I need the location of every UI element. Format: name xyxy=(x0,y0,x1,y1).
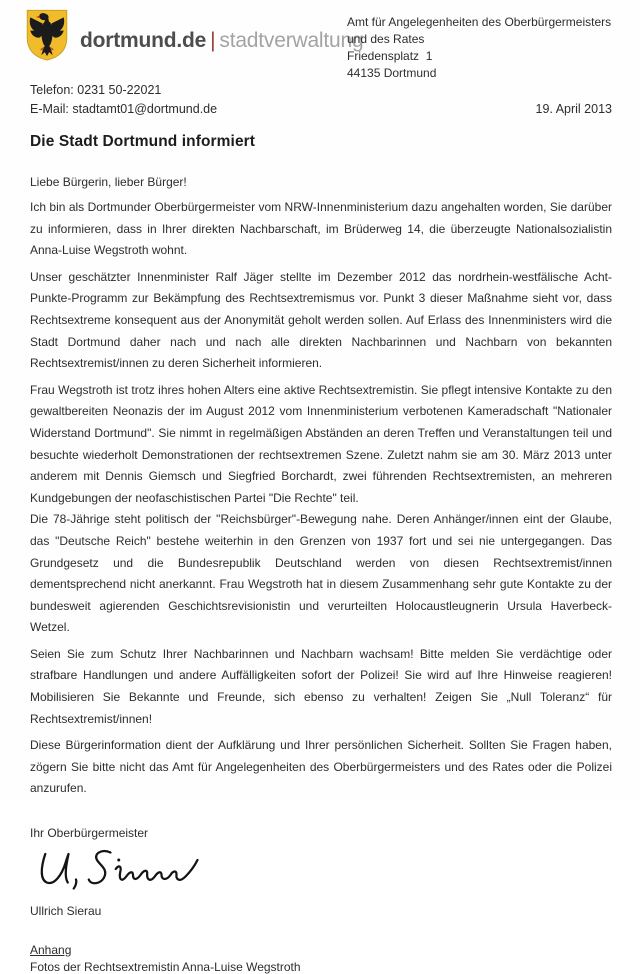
email-line: E-Mail: stadtamt01@dortmund.de xyxy=(30,101,218,116)
phone-line: Telefon: 0231 50-22021 xyxy=(30,83,162,97)
paragraph-3: Frau Wegstroth ist trotz ihres hohen Alters eine aktive Rechtsextremistin. Sie pflegt intensive Kontakte zu den gewaltbereiten Neonazis der im August 2012 vom Innenministerium verbotenen Kameradschaft "Nationaler Widerstand Dortmund". Sie nimmt in regelmäßigen Abständen an deren Treffen und Veranstaltungen teil und besuchte wiederholt Demonstrationen der rechtsextremen Szene. Zuletzt nahm sie am 30. März 2013 unter anderem mit Dennis Giemsch und Siegfried Borchardt, zwei führenden Rechtsextremisten, an mehreren Kundgebungen der neofaschistischen Partei "Die Rechte" teil. xyxy=(30,382,612,505)
office-address-line: Amt für Angelegenheiten des Oberbürgermeisters xyxy=(347,15,612,29)
office-address-block xyxy=(347,14,611,82)
brand-divider: | xyxy=(210,29,216,52)
brand-org-label: stadtverwaltung xyxy=(219,29,364,52)
letter-date: 19. April 2013 xyxy=(535,102,612,116)
paragraph-6: Diese Bürgerinformation dient der Aufklärung und Ihrer persönlichen Sicherheit. Sollten Sie Fragen haben, zögern Sie bitte nicht das Amt für Angelegenheiten des Oberbürgermeisters und des Rates oder die Polizei anzurufen. xyxy=(30,738,612,796)
dortmund-crest-icon xyxy=(25,6,69,64)
attachment-text: Fotos der Rechtsextremistin Anna-Luise Wegstroth xyxy=(30,960,301,974)
brand-wordmark xyxy=(80,29,363,53)
signature-handwriting xyxy=(32,848,207,896)
attachment-heading: Anhang xyxy=(30,943,72,958)
paragraph-2: Unser geschätzter Innenminister Ralf Jäger stellte im Dezember 2012 das nordrhein-westfälische Acht-Punkte-Programm zur Bekämpfung des Rechtsextremismus vor. Punkt 3 dieser Maßnahme sieht vor, dass Rechtsextreme konsequent aus der Anonymität geholt werden sollen. Auf Erlass des Innenministers wird die Stadt Dortmund daher nach und nach alle direkten Nachbarinnen und Nachbarn von bekannten Rechtsextremist/innen zu deren Sicherheit informieren. xyxy=(30,269,612,371)
office-address-line: Friedensplatz 1 xyxy=(347,49,433,63)
letter-body xyxy=(30,133,612,974)
contact-block xyxy=(30,81,217,118)
signatory-name: Ullrich Sierau xyxy=(30,904,102,919)
salutation: Liebe Bürgerin, lieber Bürger! xyxy=(30,175,187,189)
brand-site-label: dortmund.de xyxy=(80,29,207,52)
paragraph-4: Die 78-Jährige steht politisch der "Reichsbürger"-Bewegung nahe. Deren Anhänger/innen eint der Glaube, das "Deutsche Reich" bestehe weiterhin in den Grenzen von 1937 fort und sei nie untergegangen. Das Grundgesetz und die Bundesrepublik Deutschland werden von diesen Rechtsextremist/innen dementsprechend nicht anerkannt. Frau Wegstroth hat in diesem Zusammenhang sehr gute Kontakte zu der bundesweit agierenden Geschichtsrevisionistin und verurteilten Holocaustleugnerin Ursula Haverbeck-Wetzel. xyxy=(30,512,612,635)
paragraph-1: Ich bin als Dortmunder Oberbürgermeister vom NRW-Innenministerium dazu angehalten worden, Sie darüber zu informieren, dass in Ihrer direkten Nachbarschaft, im Brüderweg 14, die überzeugte Nationalsozialistin Anna-Luise Wegstroth wohnt. xyxy=(30,200,612,258)
office-address-line: 44135 Dortmund xyxy=(347,66,437,80)
closing-line: Ihr Oberbürgermeister xyxy=(30,826,149,841)
paragraph-5: Seien Sie zum Schutz Ihrer Nachbarinnen und Nachbarn wachsam! Bitte melden Sie verdächtige oder strafbare Handlungen und andere Auffälligkeiten sofort der Polizei! Sie wird auf Ihre Hinweise reagieren! Mobilisieren Sie Bekannte und Freunde, sich ebenso zu verhalten! Zeigen Sie „Null Toleranz“ für Rechtsextremist/innen! xyxy=(30,646,612,726)
office-address-line: und des Rates xyxy=(347,32,425,46)
letter-title: Die Stadt Dortmund informiert xyxy=(30,133,256,150)
